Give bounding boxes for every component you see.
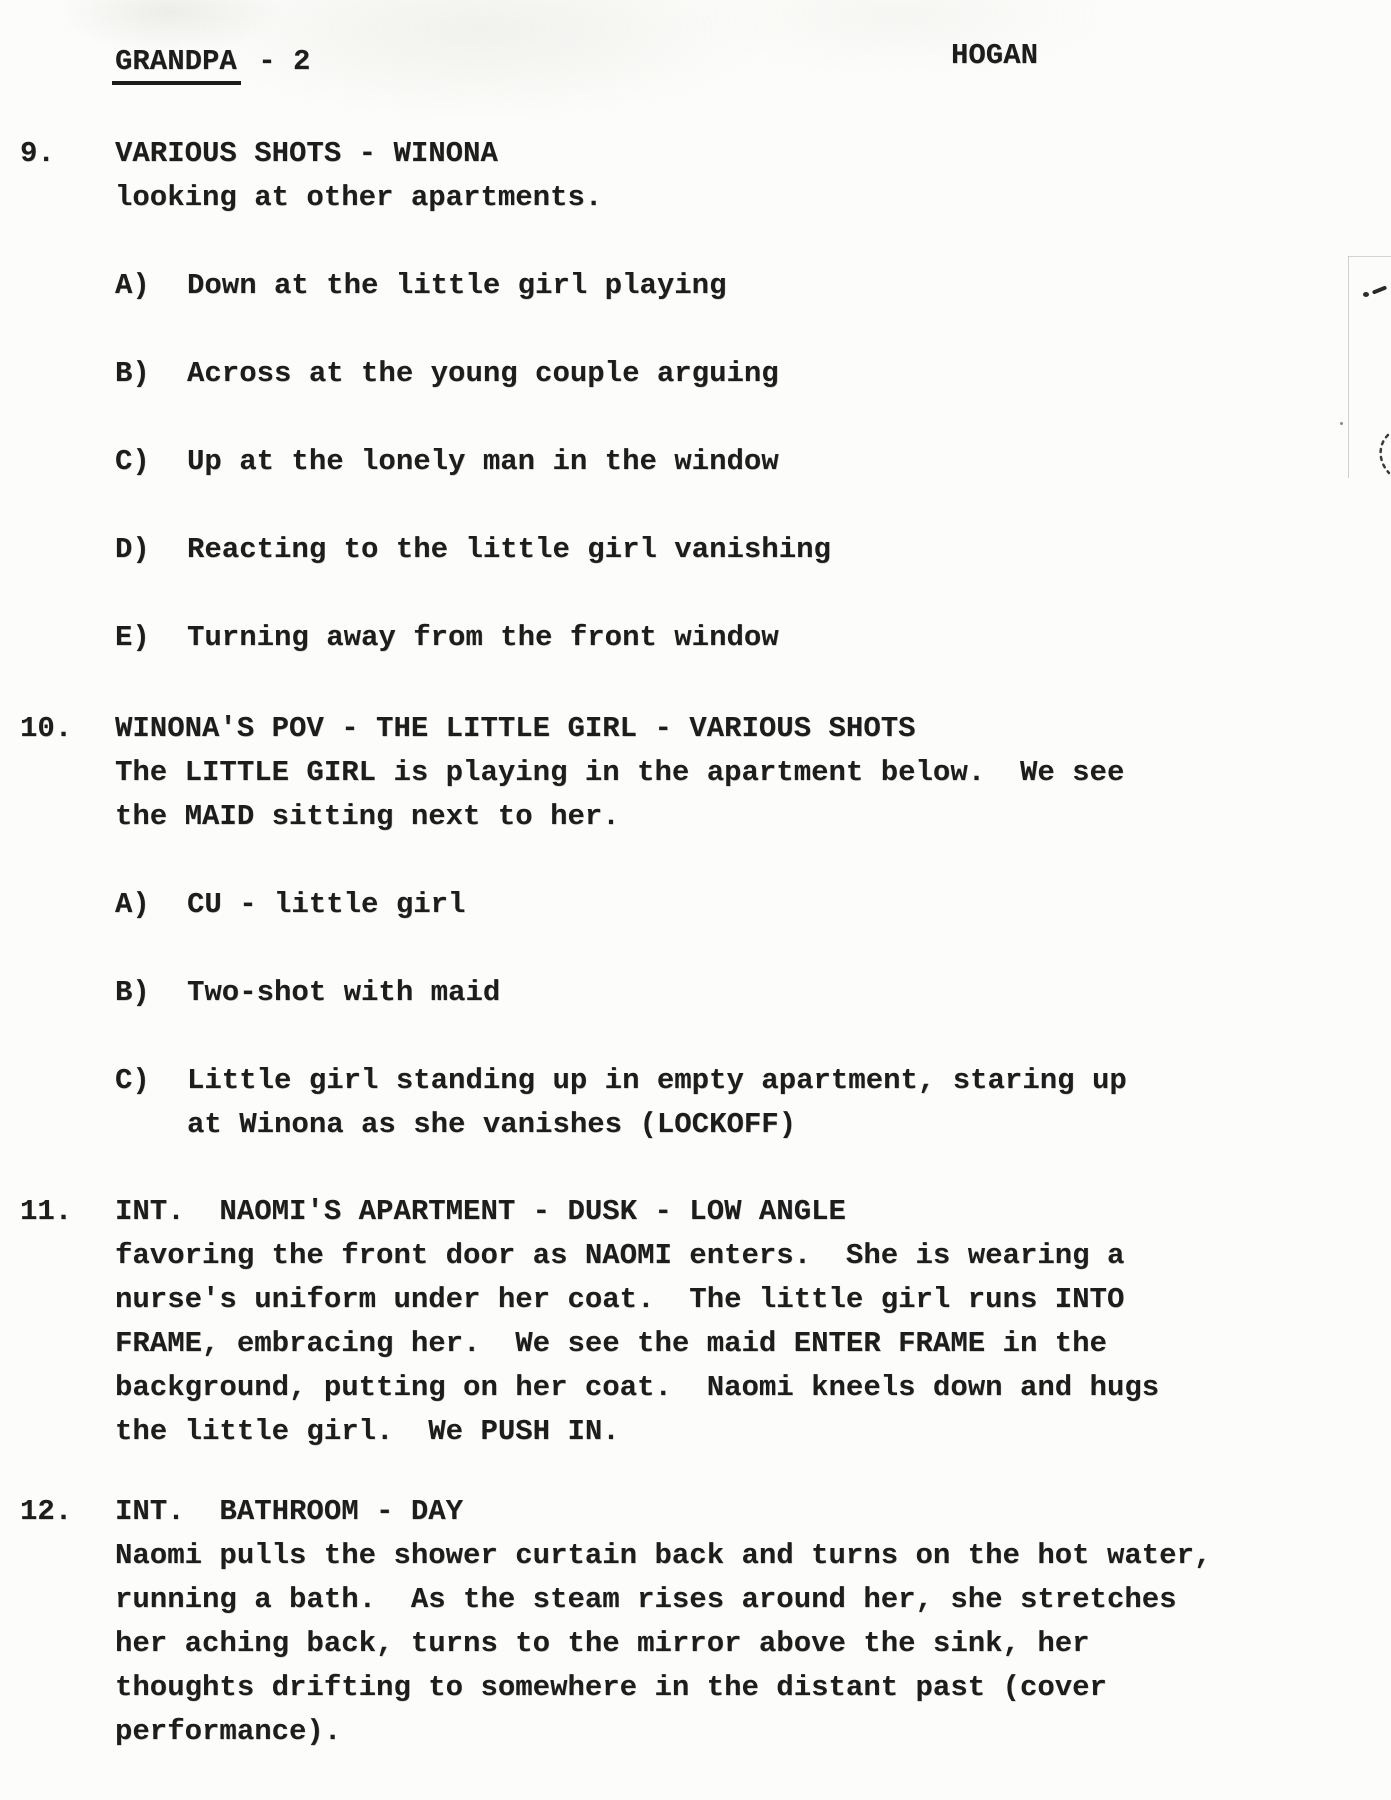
scene-heading: WINONA'S POV - THE LITTLE GIRL - VARIOUS SHOTS (115, 712, 916, 745)
scene-heading: VARIOUS SHOTS - WINONA (115, 137, 498, 170)
scene-block-12 (0, 1490, 1391, 1754)
shot-text: Up at the lonely man in the window (187, 445, 779, 478)
shot-letter: D) (115, 533, 150, 566)
shot-line (115, 528, 1391, 572)
shot-text: Little girl standing up in empty apartment, staring up (187, 1064, 1127, 1097)
scene-description-line: running a bath. As the steam rises around her, she stretches (115, 1583, 1177, 1616)
scene-block-9 (0, 132, 1391, 660)
scene-description-line: background, putting on her coat. Naomi kneels down and hugs (115, 1371, 1160, 1404)
scene-description-line: The LITTLE GIRL is playing in the apartment below. We see (115, 756, 1125, 789)
shot-item (115, 352, 1391, 396)
shot-letter: C) (115, 1064, 150, 1097)
script-title (115, 40, 310, 84)
scene-number: 10. (20, 712, 73, 745)
scene-description-line: thoughts drifting to somewhere in the distant past (cover (115, 1671, 1107, 1704)
scene-number: 12. (20, 1495, 73, 1528)
scene-number: 9. (20, 137, 55, 170)
shot-line (115, 264, 1391, 308)
shot-line (115, 971, 1391, 1015)
shot-continuation-line: at Winona as she vanishes (LOCKOFF) (187, 1108, 797, 1141)
scan-mark-speck (1340, 422, 1343, 425)
scene-description-line: the little girl. We PUSH IN. (115, 1415, 620, 1448)
shot-item (115, 616, 1391, 660)
scene-description-line: nurse's uniform under her coat. The little girl runs INTO (115, 1283, 1125, 1316)
shot-letter: A) (115, 269, 150, 302)
shot-text: Turning away from the front window (187, 621, 779, 654)
script-title-text: GRANDPA (112, 47, 241, 85)
scene-heading: INT. NAOMI'S APARTMENT - DUSK - LOW ANGLE (115, 1195, 846, 1228)
scene-number: 11. (20, 1195, 73, 1228)
scene-description-line: performance). (115, 1715, 342, 1748)
scene-heading: INT. BATHROOM - DAY (115, 1495, 464, 1528)
shot-letter: A) (115, 888, 150, 921)
scene-description-line: looking at other apartments. (115, 181, 603, 214)
scene-block-11 (0, 1190, 1391, 1454)
scene-description-line: favoring the front door as NAOMI enters. She is wearing a (115, 1239, 1125, 1272)
shot-letter: B) (115, 357, 150, 390)
scan-mark-dot (1363, 292, 1369, 297)
shot-text: Across at the young couple arguing (187, 357, 779, 390)
scan-edge-horizontal-line (1348, 256, 1391, 257)
scene-description-line: her aching back, turns to the mirror above the sink, her (115, 1627, 1090, 1660)
shot-line (115, 440, 1391, 484)
shot-text: Down at the little girl playing (187, 269, 727, 302)
shot-letter: E) (115, 621, 150, 654)
scene-block-10 (0, 707, 1391, 1147)
shot-text: Two-shot with maid (187, 976, 501, 1009)
scene-description-line: FRAME, embracing her. We see the maid ENTER FRAME in the (115, 1327, 1107, 1360)
shot-item (115, 264, 1391, 308)
shot-line (115, 1059, 1391, 1103)
script-page-number: - 2 (240, 45, 311, 78)
shot-line (115, 352, 1391, 396)
shot-item (115, 528, 1391, 572)
scene-description-line: Naomi pulls the shower curtain back and turns on the hot water, (115, 1539, 1212, 1572)
scan-mark-paren (1374, 432, 1391, 485)
production-name: HOGAN (951, 39, 1039, 72)
shot-item (115, 971, 1391, 1015)
shot-letter: B) (115, 976, 150, 1009)
shot-text: Reacting to the little girl vanishing (187, 533, 831, 566)
shot-item (115, 440, 1391, 484)
scene-description-line: the MAID sitting next to her. (115, 800, 620, 833)
shot-item (115, 883, 1391, 927)
shot-line (115, 883, 1391, 927)
shot-text: CU - little girl (187, 888, 466, 921)
shot-letter: C) (115, 445, 150, 478)
shot-item (115, 1059, 1391, 1147)
scan-edge-vertical-line (1348, 256, 1349, 478)
shot-line (115, 616, 1391, 660)
